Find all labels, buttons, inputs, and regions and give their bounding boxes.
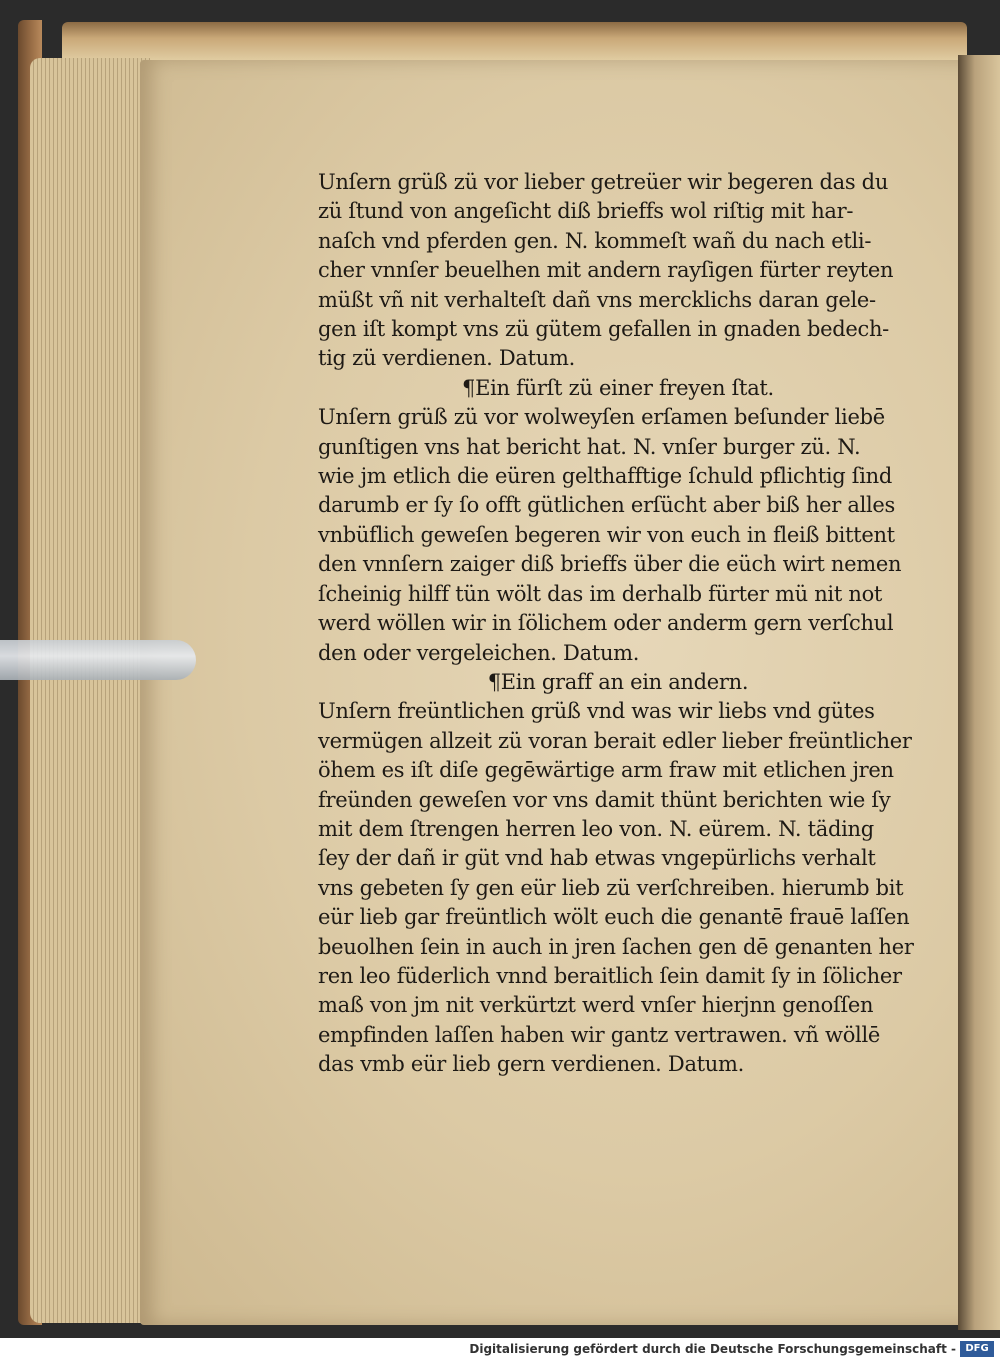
book-gutter [958,55,1000,1330]
page-edges [30,58,150,1323]
letter-paragraph: Unſern grüß zü vor wolweyſen erſamen beſunder liebē gunſtigen vns hat bericht hat. N. vnſer burger zü. N. wie jm etlich die eüren gelthafftige ſchuld pflichtig ſind darumb er ſy ſo offt gütlichen erſücht aber biß her alles vnbüflich geweſen begeren wir von euch in fleiß bittent den vnnſern zaiger diß brieffs über die eüch wirt nemen ſcheinig hilff tün wölt das im derhalb fürter mü nit not werd wöllen wir in ſölichem oder anderm gern verſchul den oder vergeleichen. Datum. [318,405,902,665]
page-block-top [62,22,967,62]
letter-paragraph: Unſern freüntlichen grüß vnd was wir liebs vnd gütes vermügen allzeit zü voran berait edler lieber freüntlicher öhem es iſt diſe gegēwärtige arm fraw mit etlichen jren freünden geweſen vor vns damit thünt berichten wie ſy mit dem ſtrengen herren leo von. N. eürem. N. täding ſey der dañ ir güt vnd hab etwas vngepürlichs verhalt vns gebeten ſy gen eür lieb zü verſchreiben. hierumb bit eür lieb gar freüntlich wölt euch die genantē frauē laſſen beuolhen ſein in auch in jren ſachen gen dē genanten her ren leo füderlich vnnd beraitlich ſein damit ſy in ſölicher maß von jm nit verkürtzt werd vnſer hierjnn genoſſen empfinden laſſen haben wir gantz vertrawen. vñ wöllē das vmb eür lieb gern verdienen. Datum. [318,699,914,1077]
funding-credit: Digitalisierung gefördert durch die Deutsche Forschungsgemeinschaft - [469,1342,956,1356]
letter-heading: ¶Ein fürſt zü einer freyen ſtat. [462,375,774,400]
page-text [318,168,918,1080]
dfg-logo-icon: DFG [960,1341,994,1357]
page-pointer-icon [0,640,196,680]
letter-heading: ¶Ein graff an ein andern. [487,669,749,694]
letter-paragraph: Unſern grüß zü vor lieber getreüer wir begeren das du zü ſtund von angeſicht diß brieffs wol riſtig mit har- naſch vnd pferden gen. N. kommeſt wañ du nach etli- cher vnnſer beuelhen mit andern rayſigen fürter reyten müßt vñ nit verhalteſt dañ vns mercklichs daran gele- gen iſt kompt vns zü gütem gefallen in gnaden bedech- tig zü verdienen. Datum. [318,170,894,371]
footer-bar [0,1338,1000,1361]
